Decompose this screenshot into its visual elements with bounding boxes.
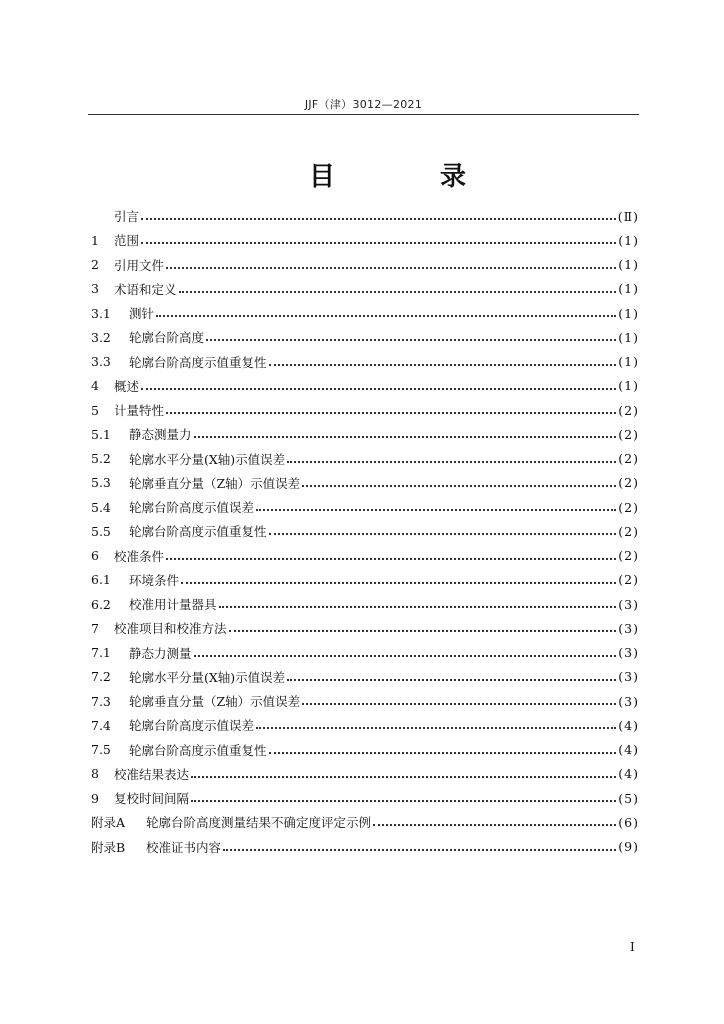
- toc-entry[interactable]: [91, 689, 639, 713]
- toc-dot-leader: [269, 533, 617, 535]
- toc-entry[interactable]: [91, 616, 639, 640]
- toc-dot-leader: [256, 727, 616, 729]
- toc-dot-leader: [194, 655, 617, 657]
- toc-entry-number: 5.2: [91, 451, 111, 467]
- toc-entry-title: 校准证书内容: [146, 839, 222, 855]
- toc-entry-title: 轮廓水平分量(X轴)示值误差: [129, 669, 286, 685]
- header-rule: [88, 114, 639, 115]
- toc-entry-page: (6): [618, 814, 639, 830]
- page-number: I: [630, 940, 635, 954]
- toc-dot-leader: [269, 364, 617, 366]
- toc-entry-page: (1): [618, 232, 639, 248]
- toc-entry-number: 7.1: [91, 645, 111, 661]
- toc-entry-page: (2): [618, 426, 639, 442]
- toc-entry-title: 计量特性: [114, 403, 165, 419]
- table-of-contents: [91, 204, 639, 859]
- toc-dot-leader: [287, 461, 616, 463]
- toc-entry-title: 引言: [114, 209, 140, 225]
- toc-entry[interactable]: [91, 398, 639, 422]
- toc-entry-page: (1): [618, 305, 639, 321]
- toc-entry[interactable]: [91, 495, 639, 519]
- toc-entry-number: 5.3: [91, 475, 111, 491]
- toc-entry-number: 3.3: [91, 354, 111, 370]
- toc-entry[interactable]: [91, 592, 639, 616]
- toc-dot-leader: [223, 849, 616, 851]
- toc-entry-page: (2): [618, 451, 639, 467]
- toc-dot-leader: [191, 776, 616, 778]
- toc-entry[interactable]: [91, 228, 639, 252]
- toc-dot-leader: [302, 485, 616, 487]
- toc-entry-number: 7.2: [91, 669, 111, 685]
- toc-entry-page: (5): [618, 790, 639, 806]
- toc-entry[interactable]: [91, 253, 639, 277]
- toc-entry-title: 术语和定义: [114, 281, 177, 297]
- toc-entry[interactable]: [91, 786, 639, 810]
- toc-entry-number: 7.5: [91, 742, 111, 758]
- toc-entry-page: (Ⅱ): [617, 208, 639, 224]
- toc-dot-leader: [229, 630, 617, 632]
- toc-entry-number: 8: [91, 766, 99, 782]
- toc-entry-title: 概述: [114, 378, 140, 394]
- toc-entry-title: 轮廓水平分量(X轴)示值误差: [129, 451, 286, 467]
- toc-entry[interactable]: [91, 277, 639, 301]
- toc-entry[interactable]: [91, 738, 639, 762]
- toc-entry-title: 校准条件: [114, 548, 165, 564]
- toc-dot-leader: [302, 703, 616, 705]
- toc-entry-page: (2): [618, 523, 639, 539]
- toc-entry[interactable]: [91, 471, 639, 495]
- toc-dot-leader: [179, 291, 617, 293]
- toc-dot-leader: [194, 436, 617, 438]
- toc-entry-number: 3.1: [91, 305, 111, 321]
- toc-entry-number: 2: [91, 257, 99, 273]
- toc-entry-page: (2): [618, 572, 639, 588]
- toc-entry-title: 校准用计量器具: [129, 597, 217, 613]
- toc-dot-leader: [141, 388, 616, 390]
- toc-entry-number: 6: [91, 548, 99, 564]
- toc-entry-title: 轮廓台阶高度示值误差: [129, 718, 255, 734]
- toc-entry[interactable]: [91, 350, 639, 374]
- toc-entry-number: 6.2: [91, 596, 111, 612]
- toc-entry-number: 3.2: [91, 329, 111, 345]
- toc-dot-leader: [287, 679, 616, 681]
- toc-entry-page: (4): [618, 766, 639, 782]
- toc-entry-title: 环境条件: [129, 572, 180, 588]
- toc-entry-number: 5.4: [91, 499, 111, 515]
- toc-entry-page: (3): [618, 620, 639, 636]
- toc-dot-leader: [166, 558, 616, 560]
- toc-entry[interactable]: [91, 835, 639, 859]
- toc-entry-title: 范围: [114, 233, 140, 249]
- toc-entry[interactable]: [91, 447, 639, 471]
- toc-entry-page: (3): [618, 669, 639, 685]
- toc-entry-number: 7.4: [91, 717, 111, 733]
- toc-entry-number: 6.1: [91, 572, 111, 588]
- toc-entry-number: 5.5: [91, 523, 111, 539]
- toc-entry-number: 1: [91, 232, 99, 248]
- toc-dot-leader: [166, 267, 616, 269]
- toc-entry-title: 轮廓台阶高度示值误差: [129, 500, 255, 516]
- page-title: 目 录: [308, 162, 515, 192]
- toc-entry-title: 静态测量力: [129, 427, 192, 443]
- toc-entry-page: (1): [618, 354, 639, 370]
- toc-dot-leader: [141, 242, 616, 244]
- toc-entry-page: (2): [618, 475, 639, 491]
- toc-entry-title: 引用文件: [114, 257, 165, 273]
- toc-entry[interactable]: [91, 374, 639, 398]
- toc-dot-leader: [256, 509, 616, 511]
- toc-dot-leader: [141, 218, 616, 220]
- toc-entry-number: 附录A: [91, 815, 126, 831]
- toc-entry-title: 轮廓台阶高度示值重复性: [129, 742, 267, 758]
- toc-entry-number: 9: [91, 790, 99, 806]
- toc-entry-page: (2): [618, 499, 639, 515]
- toc-entry[interactable]: [91, 810, 639, 834]
- toc-entry-title: 轮廓垂直分量（Z轴）示值误差: [129, 475, 301, 491]
- toc-entry-title: 轮廓台阶高度示值重复性: [129, 354, 267, 370]
- toc-dot-leader: [206, 339, 616, 341]
- toc-entry-number: 4: [91, 378, 99, 394]
- toc-entry-title: 轮廓垂直分量（Z轴）示值误差: [129, 694, 301, 710]
- toc-entry[interactable]: [91, 665, 639, 689]
- toc-dot-leader: [373, 824, 616, 826]
- toc-entry-page: (1): [618, 281, 639, 297]
- toc-entry-title: 轮廓台阶高度: [129, 330, 205, 346]
- toc-entry-number: 3: [91, 281, 99, 297]
- toc-entry-page: (1): [618, 257, 639, 273]
- toc-entry[interactable]: [91, 762, 639, 786]
- toc-entry[interactable]: [91, 713, 639, 737]
- toc-entry[interactable]: [91, 204, 639, 228]
- toc-entry-page: (1): [618, 378, 639, 394]
- toc-entry-page: (2): [618, 402, 639, 418]
- toc-entry-title: 轮廓台阶高度测量结果不确定度评定示例: [146, 815, 372, 831]
- toc-dot-leader: [166, 412, 616, 414]
- toc-entry-page: (3): [618, 596, 639, 612]
- toc-dot-leader: [269, 752, 617, 754]
- toc-entry-title: 测针: [129, 306, 155, 322]
- toc-dot-leader: [181, 582, 616, 584]
- toc-entry[interactable]: [91, 422, 639, 446]
- toc-entry-page: (4): [618, 742, 639, 758]
- toc-dot-leader: [191, 800, 616, 802]
- toc-entry-number: 5.1: [91, 426, 111, 442]
- toc-entry-title: 复校时间间隔: [114, 791, 190, 807]
- toc-entry-title: 校准项目和校准方法: [114, 621, 227, 637]
- toc-entry-title: 校准结果表达: [114, 766, 190, 782]
- toc-entry-title: 轮廓台阶高度示值重复性: [129, 524, 267, 540]
- toc-dot-leader: [219, 606, 617, 608]
- toc-entry-page: (2): [618, 548, 639, 564]
- toc-entry[interactable]: [91, 519, 639, 543]
- toc-entry-page: (3): [618, 693, 639, 709]
- toc-entry-title: 静态力测量: [129, 645, 192, 661]
- toc-dot-leader: [156, 315, 616, 317]
- toc-entry-number: 7: [91, 620, 99, 636]
- toc-entry[interactable]: [91, 544, 639, 568]
- toc-entry[interactable]: [91, 301, 639, 325]
- toc-entry-number: 7.3: [91, 693, 111, 709]
- toc-entry-page: (9): [618, 839, 639, 855]
- toc-entry[interactable]: [91, 325, 639, 349]
- toc-entry-page: (4): [618, 717, 639, 733]
- document-code-header: JJF（津）3012—2021: [304, 98, 423, 111]
- toc-entry-number: 5: [91, 402, 99, 418]
- toc-entry-page: (1): [618, 329, 639, 345]
- toc-entry[interactable]: [91, 568, 639, 592]
- toc-entry-number: 附录B: [91, 839, 126, 855]
- toc-entry-page: (3): [618, 645, 639, 661]
- toc-entry[interactable]: [91, 641, 639, 665]
